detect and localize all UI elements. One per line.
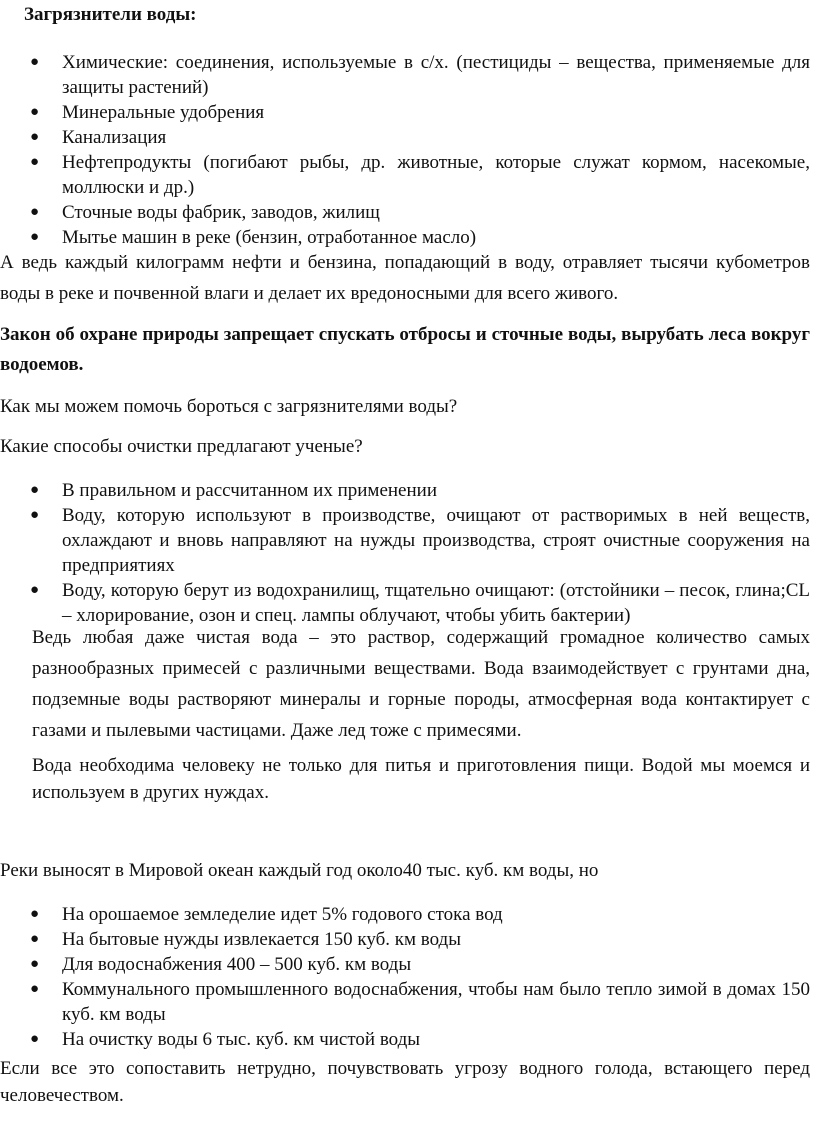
list-item: ● Сточные воды фабрик, заводов, жилищ: [30, 202, 380, 223]
bullet-icon: ●: [30, 981, 40, 997]
bullet-icon: ●: [30, 129, 40, 145]
list-item: ● Для водоснабжения 400 – 500 куб. км воды: [30, 954, 412, 975]
question-2: Какие способы очистки предлагают ученые?: [0, 436, 363, 457]
bullet-icon: ●: [30, 154, 40, 170]
bullet-icon: ●: [30, 956, 40, 972]
list-item: ● На очистку воды 6 тыс. куб. км чистой воды: [30, 1029, 421, 1050]
conclusion-paragraph: Если все это сопоставить нетрудно, почувствовать угрозу водного голода, встающего перед человечеством.: [0, 1058, 810, 1106]
law-paragraph: Закон об охране природы запрещает спускать отбросы и сточные воды, вырубать леса вокруг водоемов.: [0, 324, 810, 375]
list-item: ● Нефтепродукты (погибают рыбы, др. животные, которые служат кормом, насекомые, моллюски и др.): [30, 152, 810, 198]
list-item: ● В правильном и рассчитанном их применении: [30, 480, 437, 501]
bullet-icon: ●: [30, 906, 40, 922]
bullet-icon: ●: [30, 54, 40, 70]
list-item: ● На орошаемое земледелие идет 5% годового стока вод: [30, 904, 503, 925]
need-paragraph: Вода необходима человеку не только для питья и приготовления пищи. Водой мы моемся и используем в других нуждах.: [32, 755, 810, 803]
list-item: ● Коммунального промышленного водоснабжения, чтобы нам было тепло зимой в домах 150 куб. км воды: [30, 979, 810, 1025]
question-1: Как мы можем помочь бороться с загрязнителями воды?: [0, 396, 458, 417]
pollutants-list: [0, 50, 816, 250]
oil-paragraph: А ведь каждый килограмм нефти и бензина, попадающий в воду, отравляет тысячи кубометров воды в реке и почвенной влаги и делает их вредоносными для всего живого.: [0, 252, 810, 304]
bullet-icon: ●: [30, 104, 40, 120]
list-item: ● Химические: соединения, используемые в с/х. (пестициды – вещества, применяемые для защиты растений): [30, 52, 810, 98]
bullet-icon: ●: [30, 1031, 40, 1047]
list-item: ● Канализация: [30, 127, 167, 148]
rivers-intro: Реки выносят в Мировой океан каждый год около40 тыс. куб. км воды, но: [0, 860, 599, 881]
section-title: Загрязнители воды:: [24, 4, 197, 25]
methods-list: [0, 478, 816, 628]
bullet-icon: ●: [30, 482, 40, 498]
list-item: ● На бытовые нужды извлекается 150 куб. км воды: [30, 929, 461, 950]
list-item: ● Воду, которую используют в производстве, очищают от растворимых в ней веществ, охлаждают и вновь направляют на нужды производства, строят очистные сооружения на предприятиях: [30, 505, 810, 576]
list-item: ● Воду, которую берут из водохранилищ, тщательно очищают: (отстойники – песок, глина;CL – хлорирование, озон и спец. лампы облучают, чтобы убить бактерии): [30, 580, 810, 626]
list-item: ● Минеральные удобрения: [30, 102, 265, 123]
list-item: ● Мытье машин в реке (бензин, отработанное масло): [30, 227, 477, 248]
bullet-icon: ●: [30, 582, 40, 598]
bullet-icon: ●: [30, 507, 40, 523]
solution-paragraph: Ведь любая даже чистая вода – это раствор, содержащий громадное количество самых разнообразных примесей с различными веществами. Вода взаимодействует с грунтами дна, подземные воды растворяют минералы и горные породы, атмосферная вода контактирует с газами и пылевыми частицами. Даже лед тоже с примесями.: [32, 627, 810, 741]
usage-list: [0, 902, 816, 1052]
bullet-icon: ●: [30, 931, 40, 947]
bullet-icon: ●: [30, 204, 40, 220]
bullet-icon: ●: [30, 229, 40, 245]
